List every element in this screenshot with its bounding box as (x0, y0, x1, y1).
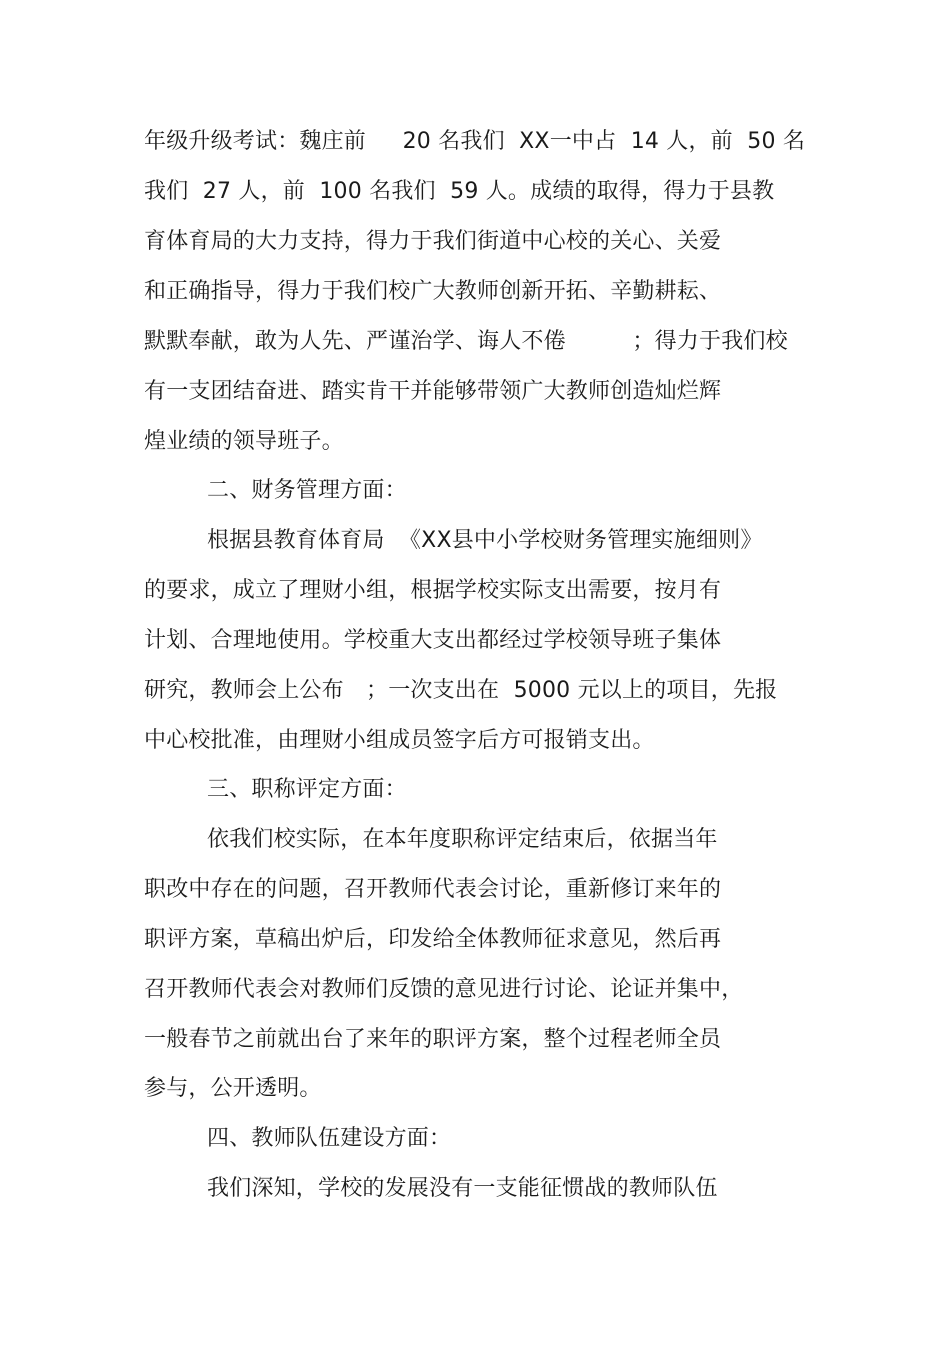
text-line: 煌业绩的领导班子。 (144, 429, 344, 454)
text-line: 中心校批准，由理财小组成员签字后方可报销支出。 (144, 728, 655, 753)
text-line: 有一支团结奋进、踏实肯干并能够带领广大教师创造灿烂辉 (144, 379, 722, 404)
text-line: 研究，教师会上公布 ；一次支出在 5000 元以上的项目，先报 (144, 678, 778, 703)
text-line: 年级升级考试：魏庄前 20 名我们 XX一中占 14 人，前 50 名 (144, 129, 806, 154)
text-line: 的要求，成立了理财小组，根据学校实际支出需要，按月有 (144, 578, 722, 603)
text-line: 参与，公开透明。 (144, 1076, 322, 1101)
section-heading: 二、财务管理方面： (207, 478, 407, 503)
text-line: 职改中存在的问题，召开教师代表会讨论，重新修订来年的 (144, 877, 722, 902)
text-line: 我们 27 人，前 100 名我们 59 人。成绩的取得，得力于县教 (144, 179, 775, 204)
text-line: 依我们校实际，在本年度职称评定结束后，依据当年 (207, 827, 718, 852)
section-heading: 三、职称评定方面： (207, 777, 407, 802)
text-line: 育体育局的大力支持，得力于我们街道中心校的关心、关爱 (144, 229, 722, 254)
text-line: 计划、合理地使用。学校重大支出都经过学校领导班子集体 (144, 628, 722, 653)
text-line: 召开教师代表会对教师们反馈的意见进行讨论、论证并集中， (144, 977, 744, 1002)
text-line: 默默奉献，敢为人先、严谨治学、诲人不倦 ；得力于我们校 (144, 329, 788, 354)
text-line: 一般春节之前就出台了来年的职评方案，整个过程老师全员 (144, 1027, 722, 1052)
text-line: 我们深知，学校的发展没有一支能征惯战的教师队伍 (207, 1176, 718, 1201)
section-heading: 四、教师队伍建设方面： (207, 1126, 452, 1151)
text-line: 和正确指导，得力于我们校广大教师创新开拓、辛勤耕耘、 (144, 279, 722, 304)
text-line: 职评方案，草稿出炉后，印发给全体教师征求意见，然后再 (144, 927, 722, 952)
text-line: 根据县教育体育局 《XX县中小学校财务管理实施细则》 (207, 528, 763, 553)
